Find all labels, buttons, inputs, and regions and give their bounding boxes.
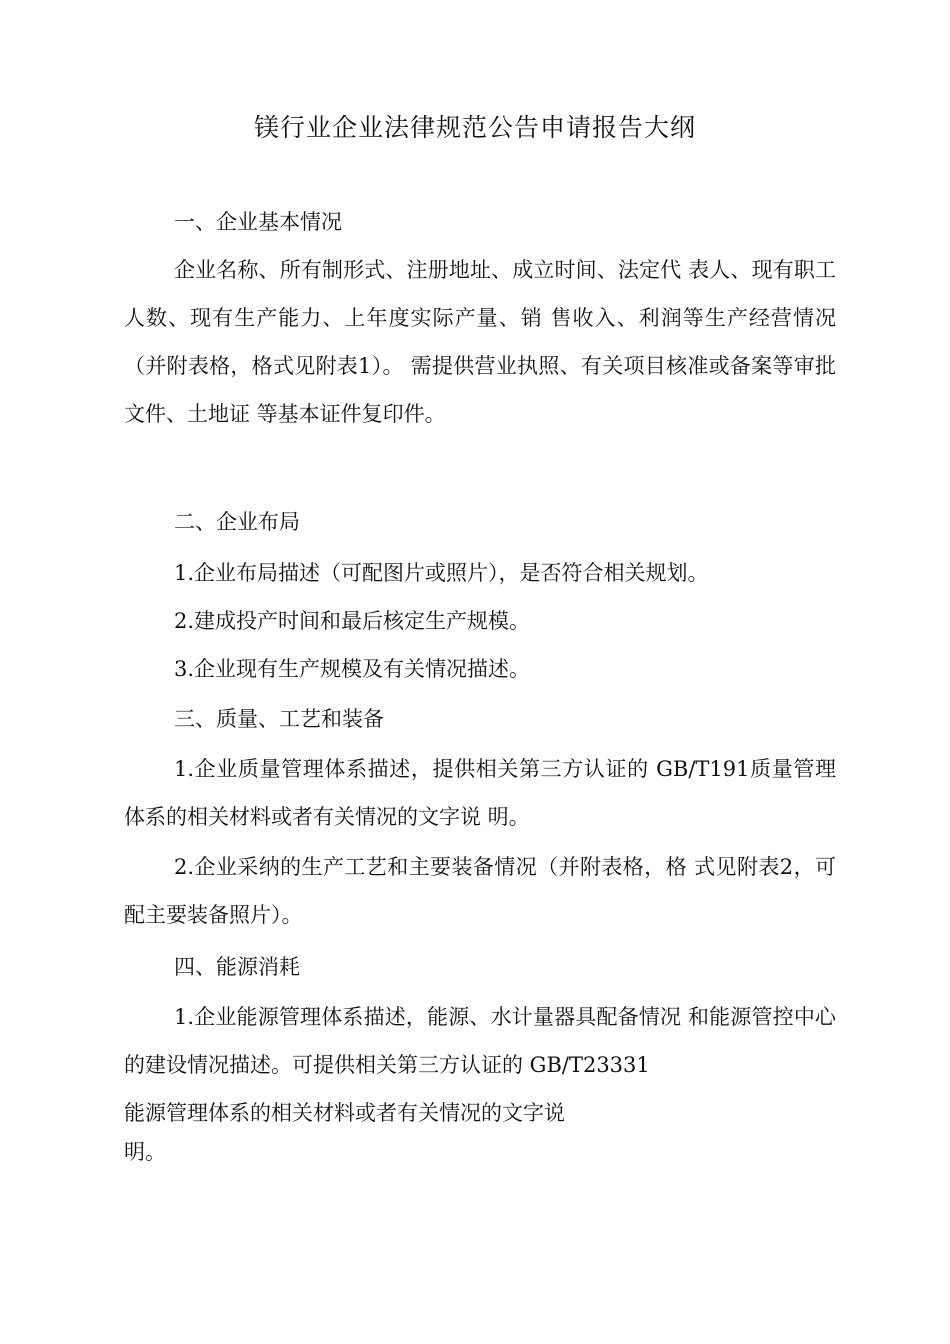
section-paragraph: 2.建成投产时间和最后核定生产规模。 — [174, 609, 531, 633]
document-title: 镁行业企业法律规范公告申请报告大纲 — [253, 113, 696, 142]
section-paragraph: 1.企业布局描述（可配图片或照片），是否符合相关规划。 — [174, 561, 709, 585]
section-heading: 三、质量、工艺和装备 — [174, 707, 384, 731]
section-paragraph: 企业名称、所有制形式、注册地址、成立时间、法定代 表人、现有职工人数、现有生产能力、上年度实际产量、销 售收入、利润等生产经营情况（并附表格，格式见附表1）。 需提供营业执照、有关项目核准或备案等审批文件、土地证 等基本证件复印件。 — [124, 258, 836, 426]
section-paragraph: 1.企业能源管理体系描述，能源、水计量器具配备情况 和能源管控中心的建设情况描述。可提供相关第三方认证的 GB/T23331 — [124, 1005, 836, 1077]
section-heading: 一、企业基本情况 — [174, 210, 342, 234]
section-paragraph: 2.企业采纳的生产工艺和主要装备情况（并附表格，格 式见附表2，可配主要装备照片）。 — [124, 855, 836, 927]
section-paragraph: 1.企业质量管理体系描述，提供相关第三方认证的 GB/T191质量管理体系的相关材料或者有关情况的文字说 明。 — [124, 757, 836, 829]
section-paragraph: 能源管理体系的相关材料或者有关情况的文字说 — [124, 1101, 565, 1125]
section-paragraph: 3.企业现有生产规模及有关情况描述。 — [174, 657, 531, 681]
section-heading: 四、能源消耗 — [174, 955, 300, 979]
section-heading: 二、企业布局 — [174, 510, 300, 534]
section-paragraph: 明。 — [124, 1140, 166, 1164]
